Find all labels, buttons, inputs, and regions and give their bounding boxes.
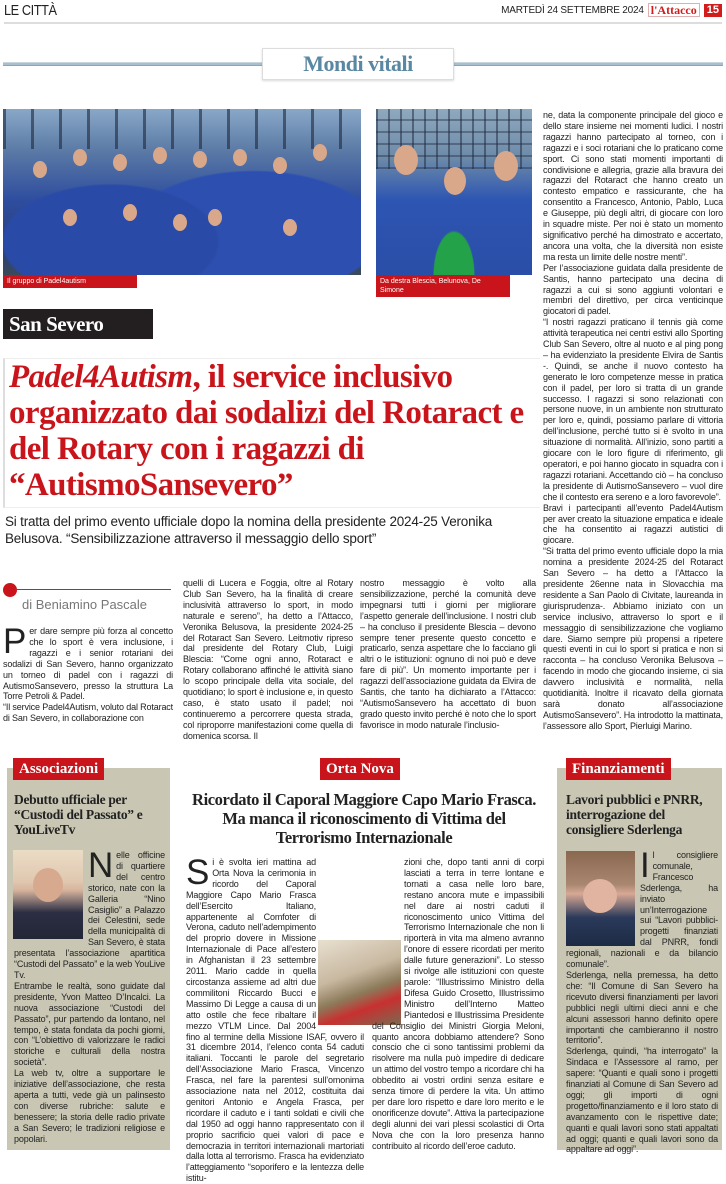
article-subhead: Si tratta del primo evento ufficiale dopo la nomina della presidente 2024-25 Veronika Belusova. “Sensibilizzazione attraverso il messaggio dello sport” <box>5 514 493 546</box>
group-photo <box>3 109 361 275</box>
banner-title: Mondi vitali <box>303 51 413 76</box>
paragraph: zioni che, dopo tanti anni di corpi lasciati a terra in terre lontane e tornati a casa nelle loro bare, restano ancora mute e impassibili nel dare ai nostri caduti il riconoscimento unico Vittima del Terrorismo Internazionale che non li riporterà in vita ma almeno avranno l’onore di essere ricordati per merito dalle future generazioni”. Lo stesso si rivolge alle istituzioni con queste parole: “Illustrissimo Ministro della Difesa Guido Crosetto, Illustrissimo Ministro dell’Interno Matteo Piantedosi e Illustrissima Presidente del Consiglio dei Ministri Giorgia Meloni, quanto ancora dobbiamo attendere? Sono conscio che ci sono tantissimi problemi da risolvere ma nulla può impedire di dedicare un attimo del vostro tempo a ricordare chi ha obbedito ai vostri ordini senza esitare e senza timore di perdere la vita. Un attimo per dare loro rispetto e dare loro merito e le onorificenze dovute”. Attiva la partecipazione degli alunni dei vari plessi scolastici di Orta Nova che con la loro presenza hanno contribuito al ricordo dell’eroe caduto. <box>372 857 544 1151</box>
section-label: LE CITTÀ <box>4 2 57 19</box>
paragraph: La web tv, oltre a supportare le iniziative dell’associazione, che resta aperta a tutti, vede già un palinsesto con diverse rubriche: salute e benessere; la storia delle radio private a San Severo; le tradizioni religiose e popolari. <box>14 1068 165 1144</box>
page-number: 15 <box>704 4 722 17</box>
masthead-logo: l'Attacco <box>648 3 700 17</box>
photo-caption: Da destra Blescia, Belunova, De Simone <box>376 275 510 297</box>
associazioni-tag: Associazioni <box>13 758 104 780</box>
banner-rule-left <box>3 62 265 66</box>
finanziamenti-tag: Finanziamenti <box>566 758 671 780</box>
headline-italic: Padel4Autism <box>9 359 193 395</box>
dropcap: S <box>186 853 210 892</box>
byline-rule <box>15 589 171 590</box>
paragraph: Bravi i partecipanti all’evento Padel4Autism per aver creato la situazione empatica e ideale che ha consentito ai ragazzi autistici di giocare. <box>543 502 723 546</box>
trio-photo <box>376 109 532 275</box>
associazioni-body <box>14 846 165 1144</box>
paragraph: Sderlenga, nella premessa, ha detto che: “Il Comune di San Severo ha ricevuto diversi finanziamenti per lavori pubblici negli ultimi dieci anni e che alcuni assessori hanno definito opere importanti che cambieranno il nostro territorio”. <box>566 969 718 1046</box>
associazioni-title: Debutto ufficiale per “Custodi del Passato” e YouLiveTv <box>14 792 143 837</box>
paragraph: i è svolta ieri mattina ad Orta Nova la cerimonia in ricordo del Caporal Maggiore Capo Mario Frasca dell’Esercito Italiano, appartenente al Comfoter di Verona, caduto nell’adempimento del proprio dovere in Missione Internazionale di Pace all’estero in Afghanistan il 23 settembre 2011. Mario cadde in quella circostanza assieme ad altri due commilitoni Riccardo Bucci e Massimo Di Legge a causa di un atto ostile che fece ribaltare il mezzo VTLM Lince. Dal 2004 fino al termine della Missione ISAF, ovvero il 31 dicembre 2014, l’elenco conta 54 caduti italiani. Toccanti le parole del segretario dell’Associazione Mario Frasca, Vincenzo Frasca, nel fare la parentesi sull’omonima associazione nata nel 2012, costituita dai genitori Antonio e Angela Frasca, per ricordare il caduto e i tanti soldati e civili che dal 1950 ad oggi hanno rappresentato con il proprio sacrificio quei valori di pace e democrazia in territori internazionali martoriati dalla lotta al terrorismo. Frasca ha evidenziato l’atteggiamento “soporifero e la lentezza delle istitu- <box>186 857 364 1184</box>
article-kicker: San Severo <box>3 309 153 339</box>
banner-rule-right <box>452 62 723 66</box>
finanziamenti-body <box>566 846 718 1155</box>
article-column-3 <box>360 578 536 731</box>
finanziamenti-title: Lavori pubblici e PNRR, interrogazione del consigliere Sderlenga <box>566 792 703 837</box>
orta-nova-tag: Orta Nova <box>320 758 400 780</box>
article-headline <box>9 359 536 503</box>
issue-date: MARTEDÌ 24 SETTEMBRE 2024 <box>501 4 644 16</box>
photo-caption: Il gruppo di Padel4autism <box>3 275 137 288</box>
header-right <box>501 3 722 17</box>
paragraph: “Si tratta del primo evento ufficiale dopo la mia nomina a presidente 2024-25 del Rotaract San Severo – ha detto a l’Attacco la presidente 26enne nata in Slovacchia ma residente a San Paolo di Civitate, laureanda in giurisprudenza-. Abbiamo iniziato con un service inclusivo, attraverso lo sport e il messaggio di sensibilizzazione che vogliamo dare. Siamo sempre più propensi a ripetere questi eventi in cui lo sport si pratica e non si racconta – ha concluso Veronika Belusova – facendo in modo che giocando insieme, ci sia davvero inclusività e normalità, nella quotidianità. Inoltre il ricavato della giornata sarà donato all’associazione AutismoSansevero”. Ha introdotto la mattinata, l’assessore allo Sport, Pierluigi Marino. <box>543 546 723 731</box>
header-divider <box>4 22 722 24</box>
byline-dot <box>3 583 17 597</box>
paragraph: Per l’associazione guidata dalla presidente de Santis, hanno partecipato una decina di ragazzi a cui si sono aggiunti volontari e membri del direttivo, per circa venticinque giocatori di padel. <box>543 262 723 317</box>
orta-nova-column-2 <box>372 857 544 1151</box>
byline: di Beniamino Pascale <box>22 597 148 612</box>
article-column-4 <box>543 110 723 732</box>
paragraph: Entrambe le realtà, sono guidate dal presidente, Yvon Matteo D’Incalci. La nuova associazione “Custodi del Passato”, pur partendo da lontano, nel tempo, è stata fondata da pochi giorni, con “L’obiettivo di valorizzare le radici storiche e culturali della nostra società”. <box>14 980 165 1068</box>
headline-rest: , il service inclusivo organizzato dai sodalizi del Rotaract e del Rotary con i ragazzi di “AutismoSansevero” <box>9 359 524 503</box>
article-column-1 <box>3 622 173 724</box>
paragraph: “Il service Padel4Autism, voluto dal Rotaract di San Severo, in collaborazione con <box>3 702 173 724</box>
article-column-2 <box>183 578 353 742</box>
paragraph: “I nostri ragazzi praticano il tennis già come attività terapeutica nei centri estivi allo Sporting Club San Severo, oltre al nuoto e al ping pong – ha evidenziato la presidente Elvira de Santis -. Quindi, se anche il nuovo contesto ha generato le loro competenze messe in pratica con il padel, per loro si tratta di un grande successo. I ragazzi si sono relazionati con persone nuove, in un ambiente non strutturato per loro e, quindi, possiamo parlare di vittoria dell’inclusione, perché tutto si è svolto in una situazione di normalità. All’inizio, sono partiti a giocare con le loro figure di riferimento, gli operatori, e poi hanno giocato in squadra con i ragazzi rotariani. Accettando ciò – ha concluso la presidente di AutismoSansevero – vuol dire che il contesto era sereno e a loro favorevole”. <box>543 317 723 502</box>
dropcap: P <box>3 622 27 661</box>
orta-nova-title: Ricordato il Caporal Maggiore Capo Mario Frasca. Ma manca il riconoscimento di Vittima del Terrorismo Internazionale <box>192 790 536 847</box>
paragraph: quelli di Lucera e Foggia, oltre al Rotary Club San Severo, ha la finalità di creare inclusività attraverso lo sport, in modo naturale e sereno”, ha detto a l’Attacco, Veronika Belusova, la presidente 2024-25 del Rotaract San Severo. Leitmotiv ripreso dal presidente del Rotary Club, Luigi Blescia: “Come ogni anno, Rotaract e Rotary collaborano affinché le attività siano lo scopo principale della vita sociale, del quotidiano; lo sport è inclusione e, in questo caso, è stato usato il padel; noi continueremo a percorrere questa strada, col riproporre manifestazioni come quella di domenica scorsa. Il <box>183 578 353 741</box>
paragraph: nostro messaggio è volto alla sensibilizzazione, perché la comunità deve impegnarsi tutti i giorni per migliorare l’aspetto generale dell’inclusione. I nostri club – ha concluso il presidente Blescia – devono sempre tener presente questo concetto e praticarlo, senza aspettare che lo facciano gli altri o le istituzioni: ognuno di noi può e deve fare di più”. Un momento importante per i ragazzi dell’associazione guidata da Elvira de Santis, che tanto ha dichiarato a l’Attacco: “AutismoSansevero ha accettato di buon grado questo invito perché è noto che lo sport favorisce in modo naturale l’inclusio- <box>360 578 536 730</box>
dropcap: N <box>88 846 114 885</box>
paragraph: elle officine di quartiere del centro storico, nate con la Galleria “Nino Casiglio” a Palazzo dei Celestini, sede della municipalità di San Severo, è stata presentata l’associazione apartitica “Custodi del Passato” e la web YouLive Tv. <box>14 850 165 980</box>
dropcap: I <box>640 846 650 885</box>
orta-nova-column-1 <box>186 853 364 1184</box>
paragraph: ne, data la componente principale del gioco e dello stare insieme nei momenti ludici. I nostri ragazzi hanno partecipato al torneo, con i ragazzi e i soci rotariani che lo praticano come sport. Ci sono stati momenti importanti di condivisione e allegria, grazie alla bravura dei ragazzi del Rotaract che hanno creato un contesto empatico e rassicurante, che ha consentito a Francesco, Antonio, Pablo, Luca e Giuseppe, più degli altri, di giocare con loro in squadre miste. Per noi è stato un momento significativo perché ha dimostrato e accertato, ancora una volta, che la diversità non esiste ma resta un limite delle nostre menti”. <box>543 110 723 262</box>
headline-box <box>3 358 540 508</box>
section-banner <box>262 48 454 80</box>
paragraph: er dare sempre più forza al concetto che lo sport è vera inclusione, i ragazzi e i senior rotariani dei sodalizi di San Severo, hanno organizzato un torneo di padel con i ragazzi di AutismoSansevero, presso la struttura La Torre Petroli & Padel. <box>3 626 173 702</box>
paragraph: Sderlenga, quindi, “ha interrogato” la Sindaca e l’Assessore al ramo, per sapere: “Quanti e quali sono i progetti finanziati al Comune di San Severo ad oggi; gli importi di ogni progetto/finanziamento e il loro stato di avanzamento con le rispettive date; quanti e quali lavori sono stati appaltati ad oggi; quanti e quali lavori sono da appaltare ad oggi”. <box>566 1046 718 1155</box>
paragraph: l consigliere comunale, Francesco Sderlenga, ha inviato un’Interrogazione sui “Lavori pubblici-progetti finanziati dal PNRR, fondi regionali, nazionali e da bilancio comunale”. <box>566 850 718 970</box>
